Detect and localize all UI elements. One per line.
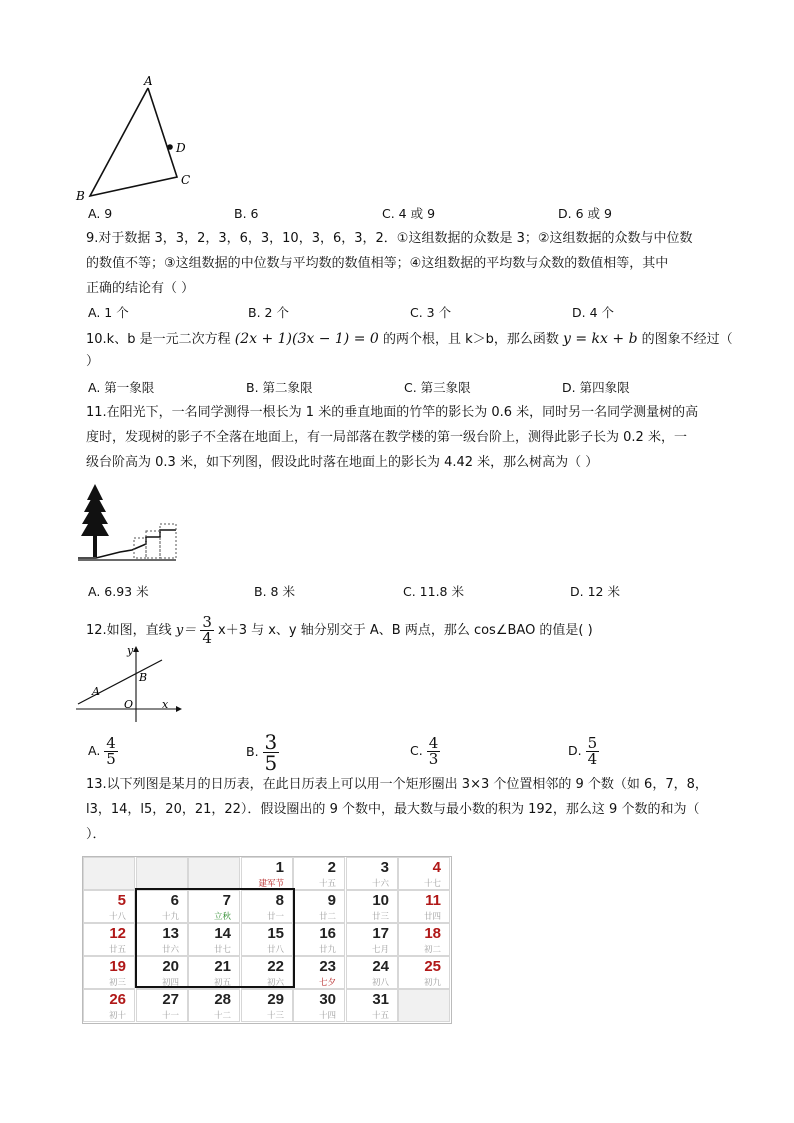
q10-line-1 [86, 330, 733, 349]
calendar-lunar-date: 廿一 [266, 912, 284, 922]
calendar-day-number: 22 [267, 958, 284, 975]
calendar-lunar-date: 廿二 [318, 912, 336, 922]
calendar-day-number: 14 [214, 925, 231, 942]
calendar-day-number: 8 [275, 892, 284, 909]
q12-option-a[interactable] [88, 736, 118, 767]
calendar-lunar-date: 七月 [371, 945, 389, 955]
calendar-cell [398, 989, 450, 1022]
q9-line-1: 9.对于数据 3，3，2，3，6，3，10，3，6，3，2．①这组数据的众数是 3；②这组数据的众数与中位数 [86, 231, 693, 246]
calendar-cell [346, 890, 398, 923]
calendar-day-number: 24 [372, 958, 389, 975]
calendar-cell [83, 923, 135, 956]
q10-line-2: ） [86, 354, 100, 369]
q10-option-c[interactable]: C. 第三象限 [404, 380, 471, 395]
q12-option-d-fraction [586, 736, 600, 767]
calendar-day-number: 7 [222, 892, 231, 909]
calendar-cell [398, 923, 450, 956]
calendar-day-number: 27 [162, 991, 179, 1008]
calendar-cell [398, 890, 450, 923]
calendar-cell [241, 857, 293, 890]
label-c: C [181, 173, 191, 187]
y-axis-arrow-icon [133, 646, 139, 652]
calendar-day-number: 11 [425, 892, 441, 909]
tree-icon [81, 484, 109, 557]
calendar-day-number: 1 [275, 859, 284, 876]
calendar-lunar-date: 七夕 [318, 978, 336, 988]
calendar-cell [136, 857, 188, 890]
q12-option-a-num: 4 [106, 734, 116, 752]
q12-option-c[interactable] [410, 736, 440, 767]
calendar-day-number: 16 [319, 925, 336, 942]
calendar-cell [83, 956, 135, 989]
calendar-lunar-date: 初二 [423, 945, 441, 955]
label-x: x [162, 698, 169, 711]
q10-middle: 的两个根，且 k＞b，那么函数 [382, 332, 559, 347]
q11-option-d[interactable]: D. 12 米 [570, 584, 620, 599]
calendar-day-number: 12 [109, 925, 126, 942]
q12-line-1 [86, 615, 593, 646]
calendar-day-number: 15 [267, 925, 284, 942]
calendar-cell [293, 989, 345, 1022]
q10-prefix: 10.k、b 是一元二次方程 [86, 332, 231, 347]
label-d: D [176, 141, 186, 155]
q9-option-c[interactable]: C. 3 个 [410, 305, 452, 320]
q10-suffix: 的图象不经过（ [641, 332, 733, 347]
line-axes-figure [72, 644, 182, 724]
calendar-day-number: 17 [372, 925, 389, 942]
q11-line-3: 级台阶高为 0.3 米，如下列图，假设此时落在地面上的影长为 4.42 米，那么树高为（ ） [86, 455, 599, 470]
point-d [167, 144, 173, 150]
q9-option-b[interactable]: B. 2 个 [248, 305, 289, 320]
calendar-cell [136, 989, 188, 1022]
q12-option-d[interactable] [568, 736, 599, 767]
calendar-lunar-date: 廿五 [108, 945, 126, 955]
q13-line-2: l3，14，l5，20，21，22）．假设圈出的 9 个数中，最大数与最小数的积为 192，那么这 9 个数的和为（ [86, 802, 700, 817]
calendar-lunar-date: 十八 [108, 912, 126, 922]
calendar-day-number: 10 [372, 892, 389, 909]
q12-coef-num: 3 [202, 613, 212, 631]
calendar-lunar-date: 初十 [108, 1011, 126, 1021]
q12-y-eq: y＝ [175, 623, 197, 638]
label-b-point: B [139, 671, 148, 684]
calendar-lunar-date: 十六 [371, 879, 389, 889]
calendar-day-number: 2 [327, 859, 336, 876]
calendar-lunar-date: 初六 [266, 978, 284, 988]
calendar-day-number: 19 [109, 958, 126, 975]
q12-option-c-fraction [427, 736, 441, 767]
calendar-lunar-date: 十一 [161, 1011, 179, 1021]
calendar-lunar-date: 初三 [108, 978, 126, 988]
calendar-cell [346, 857, 398, 890]
calendar-lunar-date: 十五 [371, 1011, 389, 1021]
label-a-point: A [92, 685, 100, 698]
calendar-lunar-date: 十五 [318, 879, 336, 889]
q11-option-b[interactable]: B. 8 米 [254, 584, 295, 599]
calendar-cell [83, 989, 135, 1022]
q9-option-d[interactable]: D. 4 个 [572, 305, 614, 320]
calendar-lunar-date: 立秋 [213, 912, 231, 922]
q12-option-b-num: 3 [264, 730, 278, 754]
calendar-day-number: 21 [214, 958, 231, 975]
label-a: A [144, 74, 153, 88]
q8-option-a[interactable]: A. 9 [88, 206, 113, 221]
calendar-lunar-date: 十九 [161, 912, 179, 922]
calendar-lunar-date: 初八 [371, 978, 389, 988]
calendar-day-number: 31 [372, 991, 389, 1008]
q12-option-d-letter: D. [568, 743, 582, 758]
calendar-lunar-date: 廿六 [161, 945, 179, 955]
q12-option-b-letter: B. [246, 744, 259, 759]
calendar-lunar-date: 十七 [423, 879, 441, 889]
q11-option-c[interactable]: C. 11.8 米 [403, 584, 464, 599]
q12-option-b[interactable] [246, 732, 279, 773]
q12-option-b-den: 5 [264, 751, 278, 775]
q11-line-2: 度时，发现树的影子不全落在地面上，有一局部落在教学楼的第一级台阶上，测得此影子长为 0.2 米，一 [86, 430, 687, 445]
calendar-day-number: 13 [162, 925, 179, 942]
q12-option-a-fraction [104, 736, 118, 767]
calendar-day-number: 5 [117, 892, 126, 909]
calendar-lunar-date: 廿三 [371, 912, 389, 922]
q12-option-b-fraction [263, 732, 280, 773]
q10-equation: (2x + 1)(3x − 1) = 0 [234, 331, 379, 347]
calendar-day-number: 3 [380, 859, 389, 876]
calendar-day-number: 23 [319, 958, 336, 975]
calendar-cell [188, 857, 240, 890]
q12-tail: x＋3 与 x、y 轴分别交于 A、B 两点，那么 cos∠BAO 的值是( ) [218, 623, 593, 638]
calendar-cell [398, 857, 450, 890]
q10-option-d[interactable]: D. 第四象限 [562, 380, 630, 395]
q10-option-a[interactable]: A. 第一象限 [88, 380, 155, 395]
calendar-lunar-date: 十二 [213, 1011, 231, 1021]
calendar-lunar-date: 建军节 [258, 879, 284, 889]
q12-option-d-num: 5 [587, 734, 598, 752]
q8-option-b[interactable]: B. 6 [234, 206, 259, 221]
x-axis-arrow-icon [176, 706, 182, 712]
calendar-day-number: 6 [170, 892, 179, 909]
q8-option-c[interactable]: C. 4 或 9 [382, 206, 436, 221]
q13-line-1: 13.以下列图是某月的日历表，在此日历表上可以用一个矩形圈出 3×3 个位置相邻的 9 个数（如 6，7，8， [86, 777, 708, 792]
calendar-day-number: 18 [424, 925, 441, 942]
calendar-selection-box [135, 888, 295, 988]
q10-option-b[interactable]: B. 第二象限 [246, 380, 313, 395]
q9-option-a[interactable]: A. 1 个 [88, 305, 129, 320]
calendar-cell [293, 890, 345, 923]
triangle-figure [70, 72, 200, 202]
q9-line-2: 的数值不等；③这组数据的中位数与平均数的数值相等；④这组数据的平均数与众数的数值相等，其中 [86, 256, 669, 271]
tree-stairs-figure [76, 480, 182, 570]
stair-step-3 [160, 524, 176, 558]
calendar-cell [293, 956, 345, 989]
calendar-lunar-date: 廿九 [318, 945, 336, 955]
calendar-day-number: 30 [319, 991, 336, 1008]
calendar-lunar-date: 十四 [318, 1011, 336, 1021]
calendar-cell [346, 923, 398, 956]
q12-coef-den: 4 [202, 629, 212, 647]
calendar-lunar-date: 十三 [266, 1011, 284, 1021]
calendar-day-number: 20 [162, 958, 179, 975]
q12-option-a-letter: A. [88, 743, 101, 758]
calendar-lunar-date: 初四 [161, 978, 179, 988]
calendar-cell [346, 989, 398, 1022]
q12-option-c-letter: C. [410, 743, 423, 758]
q12-option-c-den: 3 [428, 750, 439, 768]
line-graph [78, 660, 162, 704]
q12-prefix: 12.如图，直线 [86, 623, 176, 638]
calendar-cell [293, 923, 345, 956]
q10-function: y = kx + b [563, 331, 638, 347]
calendar-lunar-date: 初五 [213, 978, 231, 988]
label-b: B [76, 189, 85, 202]
calendar-day-number: 29 [267, 991, 284, 1008]
q11-option-a[interactable]: A. 6.93 米 [88, 584, 149, 599]
calendar-lunar-date: 初九 [423, 978, 441, 988]
calendar-cell [83, 890, 135, 923]
calendar-lunar-date: 廿七 [213, 945, 231, 955]
q12-option-c-num: 4 [428, 734, 439, 752]
label-o: O [124, 698, 134, 711]
calendar-cell [293, 857, 345, 890]
calendar-lunar-date: 廿八 [266, 945, 284, 955]
stair-step-2 [146, 531, 160, 558]
calendar-day-number: 4 [432, 859, 441, 876]
q13-line-3: ）． [86, 827, 106, 842]
q12-option-d-den: 4 [587, 750, 598, 768]
calendar-day-number: 9 [327, 892, 336, 909]
calendar-cell [188, 989, 240, 1022]
q12-option-a-den: 5 [106, 750, 116, 768]
calendar-cell [346, 956, 398, 989]
q8-option-d[interactable]: D. 6 或 9 [558, 206, 612, 221]
calendar-lunar-date: 廿四 [423, 912, 441, 922]
calendar-cell [398, 956, 450, 989]
calendar-day-number: 26 [109, 991, 126, 1008]
q11-line-1: 11.在阳光下，一名同学测得一根长为 1 米的垂直地面的竹竿的影长为 0.6 米，同时另一名同学测量树的高 [86, 405, 699, 420]
calendar-day-number: 28 [214, 991, 231, 1008]
q9-line-3: 正确的结论有（ ） [86, 281, 195, 296]
calendar-day-number: 25 [424, 958, 441, 975]
q12-coef-fraction [200, 615, 214, 646]
triangle-abc [90, 88, 177, 196]
calendar-cell [83, 857, 135, 890]
label-y: y [127, 644, 134, 657]
calendar-cell [241, 989, 293, 1022]
